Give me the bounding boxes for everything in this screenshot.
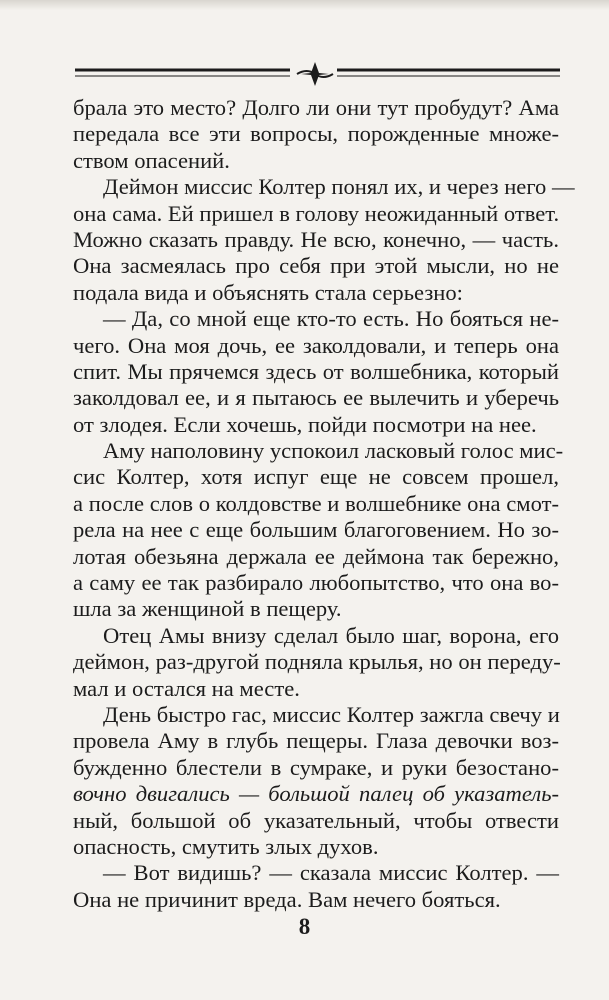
text-line: бужденно блестели в сумраке, и руки безостано- [73,754,559,780]
text-line: сис Колтер, хотя испуг еще не совсем прошел, [73,464,559,490]
text-line: Отец Амы внизу сделал было шаг, ворона, его [103,622,559,648]
text-line: Она не причинит вреда. Вам нечего бояться. [73,886,501,912]
text-line: от злодея. Если хочешь, пойди посмотри на нее. [73,411,537,437]
text-line: вочно двигались — большой палец об указатель- [73,781,559,807]
text-line: заколдовал ее, и я пытаюсь ее вылечить и уберечь [73,385,559,411]
text-line: опасность, смутить злых духов. [73,833,379,859]
text-line: — Да, со мной еще кто-то есть. Но бояться не- [103,306,559,332]
text-line: Можно сказать правду. Не всю, конечно, — часть. [73,226,559,252]
text-line: Она засмеялась про себя при этой мысли, но не [73,253,559,279]
text-line: а после слов о колдовстве и волшебнике она смот- [73,490,559,516]
text-line: подала вида и объяснять стала серьезно: [73,279,463,305]
text-line: она сама. Ей пришел в голову неожиданный ответ. [73,200,560,226]
page-number: 8 [298,914,311,939]
text-line: спит. Мы прячемся здесь от волшебника, который [73,358,559,384]
text-line: деймон, раз-другой подняла крылья, но он переду- [73,649,561,675]
text-line: Деймон миссис Колтер понял их, и через него — [103,174,575,200]
chapter-ornament-divider [75,60,560,88]
text-line: рела на нее с еще большим благоговением. Но зо- [73,517,559,543]
previous-page-edge [0,0,609,10]
text-line: ный, большой об указательный, чтобы отвести [73,807,559,833]
text-line: брала это место? Долго ли они тут пробудут? Ама [73,95,559,120]
text-line: мал и остался на месте. [73,675,300,701]
text-line: передала все эти вопросы, порожденные множе- [73,121,559,147]
text-line: Аму наполовину успокоил ласковый голос мис- [103,438,564,464]
text-line: провела Аму в глубь пещеры. Глаза девочки воз- [73,728,559,754]
text-line: шла за женщиной в пещеру. [73,596,342,622]
body-text [73,95,575,913]
text-line: лотая обезьяна держала ее деймона так бережно, [73,543,559,569]
text-line: День быстро гас, миссис Колтер зажгла свечу и [103,701,560,727]
text-line: — Вот видишь? — сказала миссис Колтер. — [103,860,559,886]
text-line: чего. Она моя дочь, ее заколдовали, и теперь она [73,332,559,358]
text-line: ством опасений. [73,147,230,173]
text-line: а саму ее так разбирало любопытство, что она во- [73,570,559,596]
